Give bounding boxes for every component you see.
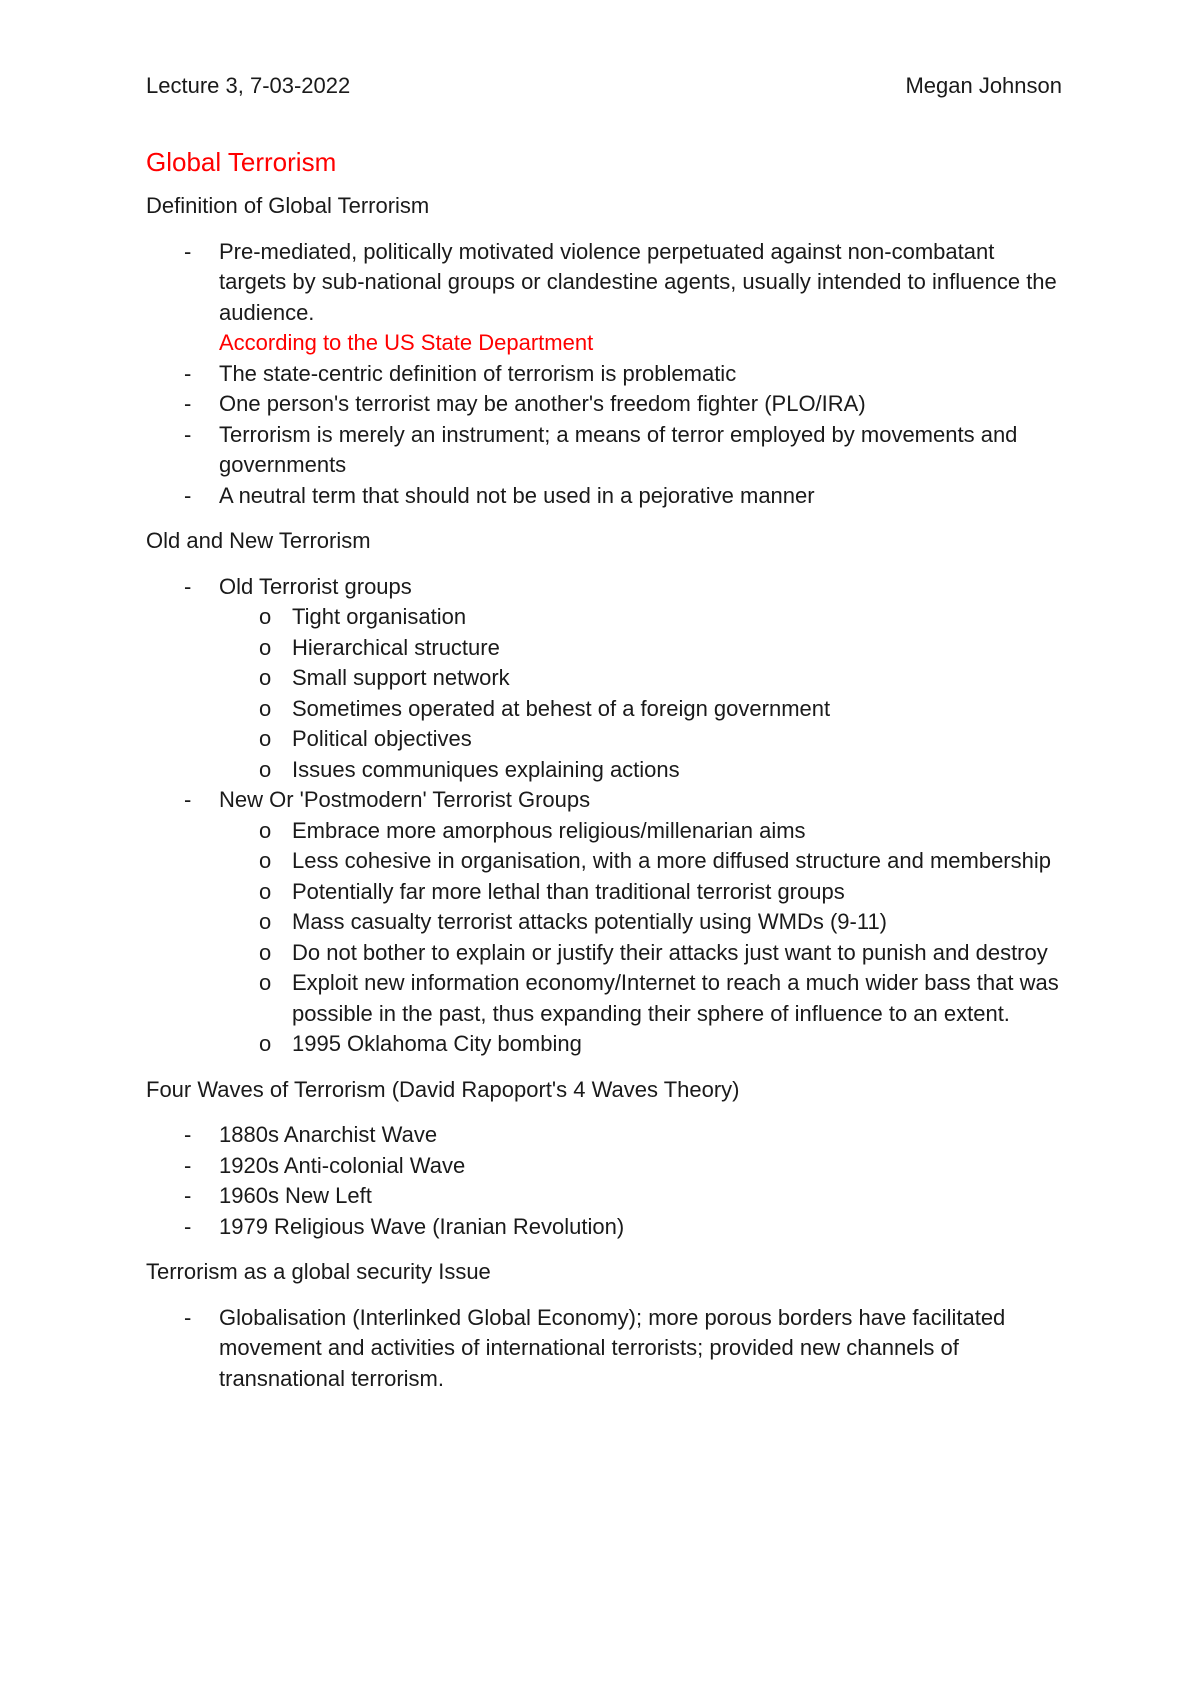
old-groups-sublist	[219, 602, 1066, 785]
sub-list-item	[219, 602, 1066, 633]
sub-list-item	[219, 846, 1066, 877]
sub-list-item-text: Sometimes operated at behest of a foreign government	[292, 695, 831, 721]
dash-marker: -	[184, 573, 192, 599]
sub-list-item	[219, 724, 1066, 755]
sub-list-item	[219, 633, 1066, 664]
list-item	[146, 237, 1066, 359]
definition-list	[146, 237, 1066, 512]
list-item-text: 1979 Religious Wave (Iranian Revolution)	[219, 1213, 625, 1239]
sub-list-item	[219, 755, 1066, 786]
document-body	[146, 145, 1066, 1409]
sub-list-item-text: Exploit new information economy/Internet to reach a much wider bass that was possible in the past, thus expanding their sphere of influence to an extent.	[292, 970, 1059, 1026]
circle-marker: o	[259, 848, 272, 873]
sub-list-item-text: 1995 Oklahoma City bombing	[292, 1031, 582, 1056]
circle-marker: o	[259, 726, 272, 751]
sub-list-item-text: Issues communiques explaining actions	[292, 756, 680, 782]
list-item-text: One person's terrorist may be another's freedom fighter (PLO/IRA)	[219, 391, 866, 416]
list-item-text: A neutral term that should not be used in a pejorative manner	[219, 482, 815, 508]
new-groups-sublist	[219, 816, 1066, 1060]
dash-marker: -	[184, 1304, 192, 1330]
circle-marker: o	[259, 878, 272, 904]
circle-marker: o	[259, 695, 272, 721]
sub-list-item	[219, 938, 1066, 969]
list-item-text: 1880s Anarchist Wave	[219, 1122, 438, 1147]
circle-marker: o	[259, 756, 272, 782]
list-item	[146, 1181, 1066, 1212]
sub-list-item-text: Tight organisation	[292, 604, 467, 629]
circle-marker: o	[259, 604, 272, 629]
sub-list-item	[219, 694, 1066, 725]
definition-heading: Definition of Global Terrorism	[146, 193, 430, 218]
dash-marker: -	[184, 482, 192, 508]
lecture-info: Lecture 3, 7-03-2022	[146, 73, 351, 98]
waves-heading: Four Waves of Terrorism (David Rapoport's 4 Waves Theory)	[146, 1076, 740, 1102]
sub-list-item-text: Mass casualty terrorist attacks potentially using WMDs (9-11)	[292, 909, 887, 934]
sub-list-item	[219, 877, 1066, 908]
list-item	[146, 1303, 1066, 1395]
list-item-text: 1920s Anti-colonial Wave	[219, 1152, 466, 1178]
list-item	[146, 1212, 1066, 1243]
dash-marker: -	[184, 1183, 192, 1208]
list-item-text: Globalisation (Interlinked Global Economy); more porous borders have facilitated movement and activities of international terrorists; provided new channels of transnational terrorism.	[219, 1304, 1006, 1391]
circle-marker: o	[259, 970, 272, 995]
dash-marker: -	[184, 787, 192, 812]
sub-list-item-text: Hierarchical structure	[292, 634, 500, 660]
sub-list-item-text: Small support network	[292, 665, 510, 690]
waves-list	[146, 1120, 1066, 1242]
list-item	[146, 481, 1066, 512]
author-name: Megan Johnson	[905, 73, 1062, 98]
old-new-heading: Old and New Terrorism	[146, 528, 371, 553]
security-heading: Terrorism as a global security Issue	[146, 1259, 491, 1284]
circle-marker: o	[259, 817, 272, 843]
sub-list-item	[219, 1029, 1066, 1060]
dash-marker: -	[184, 391, 192, 416]
definition-text: Pre-mediated, politically motivated violence perpetuated against non-combatant targets by sub-national groups or clandestine agents, usually intended to influence the audience.	[219, 238, 1057, 325]
list-item	[146, 389, 1066, 420]
list-item-text: Terrorism is merely an instrument; a means of terror employed by movements and governments	[219, 421, 1018, 477]
sub-list-item	[219, 663, 1066, 694]
list-item	[146, 359, 1066, 390]
dash-marker: -	[184, 421, 192, 447]
circle-marker: o	[259, 634, 272, 660]
document-title: Global Terrorism	[146, 147, 337, 177]
list-item	[146, 1151, 1066, 1182]
list-item-text: 1960s New Left	[219, 1183, 372, 1208]
list-item	[146, 420, 1066, 481]
sub-list-item	[219, 816, 1066, 847]
old-groups-label: Old Terrorist groups	[219, 573, 412, 599]
security-list	[146, 1303, 1066, 1395]
circle-marker: o	[259, 909, 272, 934]
sub-list-item-text: Embrace more amorphous religious/millenarian aims	[292, 817, 806, 843]
list-item	[146, 1120, 1066, 1151]
dash-marker: -	[184, 1122, 192, 1147]
dash-marker: -	[184, 1152, 192, 1178]
sub-list-item-text: Potentially far more lethal than traditional terrorist groups	[292, 878, 845, 904]
circle-marker: o	[259, 1031, 272, 1056]
source-note: According to the US State Department	[219, 330, 594, 355]
dash-marker: -	[184, 360, 192, 386]
sub-list-item-text: Political objectives	[292, 726, 472, 751]
sub-list-item-text: Less cohesive in organisation, with a more diffused structure and membership	[292, 848, 1051, 873]
sub-list-item	[219, 907, 1066, 938]
dash-marker: -	[184, 1213, 192, 1239]
old-new-list	[146, 572, 1066, 1060]
new-groups-label: New Or 'Postmodern' Terrorist Groups	[219, 787, 591, 812]
circle-marker: o	[259, 665, 272, 690]
dash-marker: -	[184, 238, 192, 264]
list-item	[146, 572, 1066, 786]
circle-marker: o	[259, 939, 272, 965]
list-item	[146, 785, 1066, 1060]
sub-list-item-text: Do not bother to explain or justify their attacks just want to punish and destroy	[292, 939, 1048, 965]
sub-list-item	[219, 968, 1066, 1029]
list-item-text: The state-centric definition of terrorism is problematic	[219, 360, 737, 386]
